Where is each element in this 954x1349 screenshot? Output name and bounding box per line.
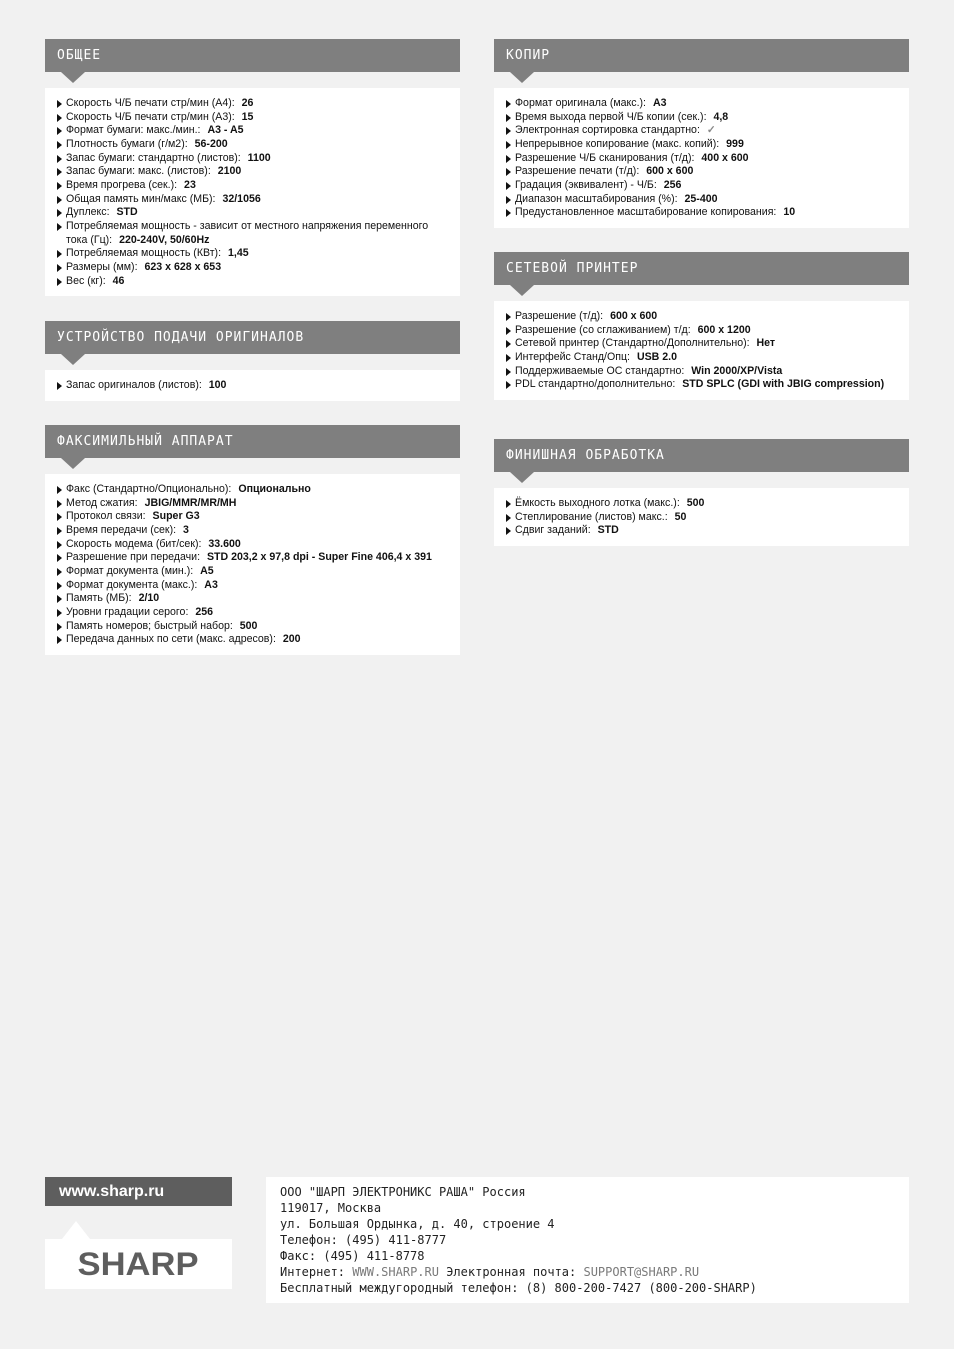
spec-item <box>57 111 448 125</box>
spec-item <box>57 483 448 497</box>
section-general <box>45 39 460 296</box>
spec-value: 1100 <box>247 151 271 164</box>
spec-item <box>57 606 448 620</box>
spec-value: 56-200 <box>194 137 228 150</box>
spec-value: 32/1056 <box>222 192 261 205</box>
email-label: Электронная почта: <box>446 1265 577 1279</box>
section-title-feeder: УСТРОЙСТВО ПОДАЧИ ОРИГИНАЛОВ <box>45 321 460 354</box>
spec-value: 1,45 <box>227 247 249 260</box>
spec-value: 2/10 <box>138 592 160 605</box>
spec-label: Разрешение (т/д): <box>515 310 604 322</box>
spec-value: 50 <box>674 510 687 523</box>
spec-label: Скорость Ч/Б печати стр/мин (A3): <box>66 110 235 123</box>
spec-item <box>506 378 897 392</box>
spec-value: 10 <box>783 206 796 219</box>
spec-label: Время прогрева (сек.): <box>66 178 178 191</box>
spec-label: Размеры (мм): <box>66 260 138 273</box>
spec-item <box>57 206 448 220</box>
spec-item <box>506 310 897 324</box>
spec-value: 220-240V, 50/60Hz <box>119 233 210 246</box>
spec-value: 400 x 600 <box>701 151 749 164</box>
spec-value: Нет <box>756 337 776 350</box>
spec-label: Скорость модема (бит/сек): <box>66 537 202 550</box>
spec-list <box>506 97 897 220</box>
spec-value: 256 <box>195 605 214 618</box>
spec-item <box>57 124 448 138</box>
spec-label: Степлирование (листов) макс.: <box>515 510 668 523</box>
spec-value: 26 <box>241 97 254 109</box>
spec-label: Ёмкость выходного лотка (макс.): <box>515 497 680 509</box>
spec-label: Протокол связи: <box>66 510 146 523</box>
spec-item <box>57 97 448 111</box>
spec-value: STD <box>116 206 138 219</box>
spec-value: A3 <box>652 97 667 109</box>
spec-list <box>57 97 448 288</box>
spec-label: Разрешение Ч/Б сканирования (т/д): <box>515 151 695 164</box>
spec-value: A3 <box>204 578 218 591</box>
sharp-logo <box>45 1239 232 1289</box>
spec-value: 25-400 <box>684 192 718 205</box>
spec-item <box>506 111 897 125</box>
spec-item <box>57 579 448 593</box>
spec-item <box>57 565 448 579</box>
checkmark-icon: ✓ <box>706 124 716 137</box>
postal-address: 119017, Москва <box>280 1201 382 1215</box>
internet-line <box>280 1264 895 1280</box>
spec-label: Поддерживаемые ОС стандартно: <box>515 364 685 377</box>
section-copier <box>494 39 909 228</box>
phone-number: Телефон: (495) 411-8777 <box>280 1233 447 1247</box>
spec-value: 33.600 <box>208 537 241 550</box>
section-feeder <box>45 321 460 401</box>
spec-label: Общая память мин/макс (МБ): <box>66 192 216 205</box>
spec-list <box>506 497 897 538</box>
spec-value: 600 x 600 <box>646 165 694 178</box>
spec-label: Передача данных по сети (макс. адресов): <box>66 633 276 646</box>
section-title-network-printer: СЕТЕВОЙ ПРИНТЕР <box>494 252 909 285</box>
spec-item <box>57 138 448 152</box>
spec-item <box>506 193 897 207</box>
spec-item <box>57 193 448 207</box>
spec-item <box>506 206 897 220</box>
spec-label: Потребляемая мощность (КВт): <box>66 247 222 260</box>
spec-item <box>57 497 448 511</box>
website-link[interactable]: www.sharp.ru <box>45 1177 232 1206</box>
spec-item <box>57 152 448 166</box>
spec-label: Время передачи (сек): <box>66 523 177 536</box>
spec-value: Super G3 <box>152 510 200 523</box>
spec-item <box>506 124 897 138</box>
spec-value: 600 x 600 <box>610 310 658 322</box>
spec-value: 3 <box>183 523 189 536</box>
spec-label: Формат документа (макс.): <box>66 578 198 591</box>
spec-label: Память (МБ): <box>66 592 132 605</box>
spec-label: Градация (эквивалент) - Ч/Б: <box>515 178 657 191</box>
spec-item <box>57 592 448 606</box>
spec-label: Вес (кг): <box>66 274 106 287</box>
spec-value: 500 <box>239 619 258 632</box>
spec-item <box>57 261 448 275</box>
spec-value: STD <box>597 524 619 537</box>
spec-label: Скорость Ч/Б печати стр/мин (A4): <box>66 97 235 109</box>
spec-label: Факс (Стандартно/Опционально): <box>66 483 232 495</box>
spec-label: Сдвиг заданий: <box>515 524 591 537</box>
email-link[interactable]: SUPPORT@SHARP.RU <box>583 1265 700 1279</box>
spec-item <box>506 511 897 525</box>
spec-value: A3 - A5 <box>207 124 244 137</box>
spec-item <box>506 365 897 379</box>
spec-value: 23 <box>184 178 196 191</box>
spec-value: A5 <box>200 564 214 577</box>
spec-label: Плотность бумаги (г/м2): <box>66 137 188 150</box>
spec-label: Метод сжатия: <box>66 496 138 509</box>
spec-item <box>57 179 448 193</box>
section-title-finishing: ФИНИШНАЯ ОБРАБОТКА <box>494 439 909 472</box>
spec-value: 999 <box>726 137 744 150</box>
section-title-fax: ФАКСИМИЛЬНЫЙ АППАРАТ <box>45 425 460 458</box>
spec-item <box>57 633 448 647</box>
spec-label: Запас оригиналов (листов): <box>66 379 202 391</box>
internet-link[interactable]: WWW.SHARP.RU <box>352 1265 439 1279</box>
section-network-printer <box>494 252 909 400</box>
spec-value: Win 2000/XP/Vista <box>691 364 783 377</box>
spec-value: 2100 <box>217 165 242 178</box>
spec-item <box>57 538 448 552</box>
spec-item <box>57 165 448 179</box>
spec-value: 4,8 <box>713 110 729 123</box>
spec-label: Время выхода первой Ч/Б копии (сек.): <box>515 110 707 123</box>
spec-label: Интерфейс Станд/Опц: <box>515 350 630 363</box>
spec-label: Разрешение (со сглаживанием) т/д: <box>515 323 691 336</box>
spec-item <box>506 524 897 538</box>
spec-item <box>506 351 897 365</box>
spec-list <box>57 483 448 647</box>
spec-label: Формат бумаги: макс./мин.: <box>66 124 201 137</box>
contact-block <box>266 1177 909 1303</box>
section-title-copier: КОПИР <box>494 39 909 72</box>
spec-label: Непрерывное копирование (макс. копий): <box>515 137 720 150</box>
section-fax <box>45 425 460 655</box>
spec-item <box>506 97 897 111</box>
free-phone: Бесплатный междугородный телефон: (8) 800-200-7427 (800-200-SHARP) <box>280 1281 757 1295</box>
spec-label: Память номеров; быстрый набор: <box>66 619 233 632</box>
spec-label: Потребляемая мощность - зависит от местного напряжения переменного тока (Гц): <box>66 219 429 246</box>
logo-text: SHARP <box>78 1245 199 1282</box>
section-finishing <box>494 439 909 546</box>
logo-pointer <box>62 1221 90 1239</box>
spec-item <box>57 379 448 393</box>
spec-value: 46 <box>112 274 125 287</box>
internet-label: Интернет: <box>280 1265 346 1279</box>
spec-label: Запас бумаги: макс. (листов): <box>66 165 211 178</box>
spec-item <box>506 497 897 511</box>
spec-value: 15 <box>241 110 254 123</box>
spec-value: Опционально <box>238 483 311 495</box>
company-name: ООО "ШАРП ЭЛЕКТРОНИКС РАША" Россия <box>280 1185 526 1199</box>
spec-value: JBIG/MMR/MR/MH <box>144 496 237 509</box>
spec-item <box>506 152 897 166</box>
spec-item <box>57 220 448 247</box>
spec-label: Разрешение печати (т/д): <box>515 165 640 178</box>
spec-label: Формат оригинала (макс.): <box>515 97 646 109</box>
spec-label: Уровни градации серого: <box>66 605 189 618</box>
spec-item <box>506 337 897 351</box>
spec-item <box>57 247 448 261</box>
spec-item <box>506 324 897 338</box>
spec-list <box>57 379 448 393</box>
spec-item <box>57 620 448 634</box>
spec-label: PDL стандартно/дополнительно: <box>515 378 676 391</box>
spec-value: 256 <box>663 178 682 191</box>
spec-value: USB 2.0 <box>636 350 677 363</box>
spec-value: 500 <box>686 497 705 509</box>
spec-item <box>506 138 897 152</box>
spec-value: 200 <box>282 633 301 646</box>
spec-label: Сетевой принтер (Стандартно/Дополнительно): <box>515 337 750 350</box>
spec-label: Электронная сортировка стандартно: <box>515 124 700 137</box>
street-address: ул. Большая Ордынка, д. 40, строение 4 <box>280 1217 555 1231</box>
spec-item <box>57 275 448 289</box>
spec-item <box>506 179 897 193</box>
section-title-general: ОБЩЕЕ <box>45 39 460 72</box>
spec-value: 623 x 628 x 653 <box>144 260 222 273</box>
spec-label: Дуплекс: <box>66 206 110 219</box>
spec-item <box>506 165 897 179</box>
spec-list <box>506 310 897 392</box>
spec-item <box>57 510 448 524</box>
spec-label: Разрешение при передачи: <box>66 551 201 564</box>
fax-number: Факс: (495) 411-8778 <box>280 1249 425 1263</box>
spec-value: STD SPLC (GDI with JBIG compression) <box>682 378 885 391</box>
spec-item <box>57 524 448 538</box>
spec-label: Формат документа (мин.): <box>66 564 194 577</box>
spec-value: STD 203,2 x 97,8 dpi - Super Fine 406,4 x 391 <box>206 551 432 564</box>
spec-label: Запас бумаги: стандартно (листов): <box>66 151 241 164</box>
spec-value: 600 x 1200 <box>697 323 751 336</box>
spec-label: Диапазон масштабирования (%): <box>515 192 678 205</box>
spec-value: 100 <box>208 379 227 391</box>
spec-item <box>57 551 448 565</box>
spec-label: Предустановленное масштабирование копирования: <box>515 206 777 219</box>
